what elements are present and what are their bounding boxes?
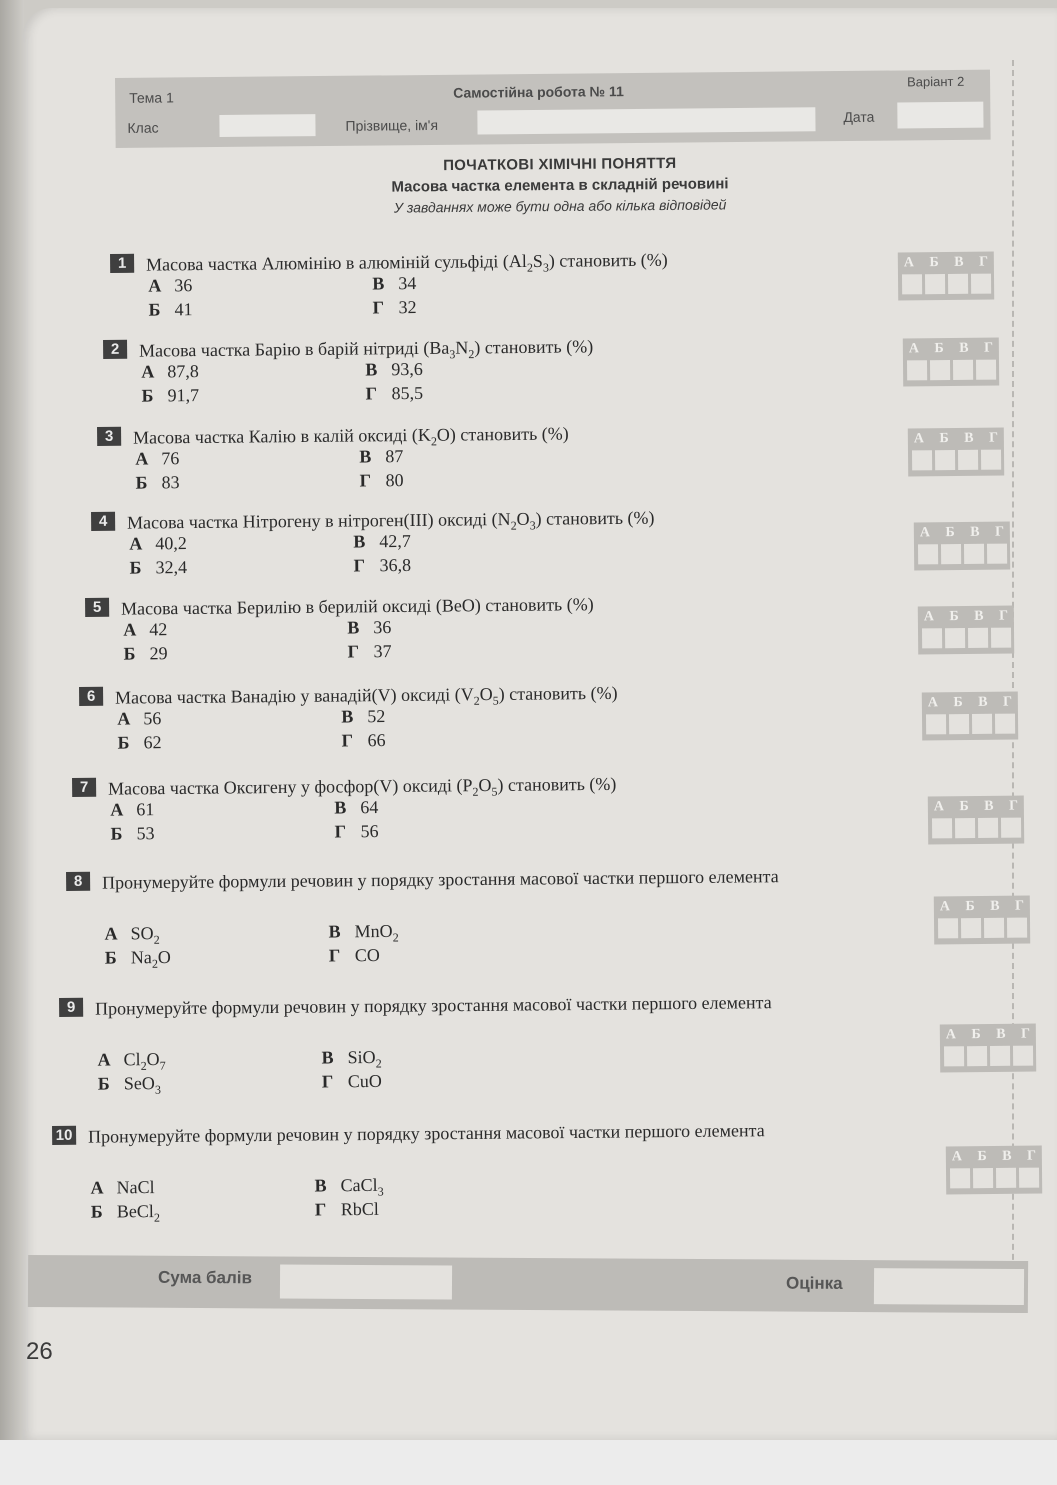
option-letter: А bbox=[129, 533, 143, 554]
option-value: $SO_2$ bbox=[130, 923, 160, 947]
work-title: Самостійна робота № 11 bbox=[453, 83, 624, 101]
option-letter: А bbox=[117, 708, 131, 729]
option-value: 62 bbox=[143, 732, 162, 753]
topic-label: Тема 1 bbox=[129, 89, 174, 106]
option-value: 85,5 bbox=[391, 382, 424, 404]
answer-grid-letters: А Б В Г bbox=[903, 254, 995, 271]
question-text: Масова частка Берилію в берилій оксиді (BeO) становить (%) bbox=[121, 594, 594, 619]
answer-cell[interactable] bbox=[918, 544, 938, 564]
option-v bbox=[329, 921, 399, 946]
answer-grid-letters: А Б В Г bbox=[927, 694, 1019, 711]
option-letter: В bbox=[347, 617, 360, 638]
option-letter: Г bbox=[341, 730, 354, 751]
option-b bbox=[135, 472, 179, 493]
question-text: Масова частка Нітрогену в нітроген(III) оксиді $(N_2O_3)$ становить (%) bbox=[127, 507, 655, 533]
answer-cell[interactable] bbox=[976, 360, 996, 380]
option-value: CO bbox=[354, 944, 380, 966]
book-edge bbox=[0, 0, 24, 1440]
option-value: 32,4 bbox=[155, 557, 188, 578]
option-g bbox=[347, 641, 391, 662]
question-number-badge: 2 bbox=[103, 340, 127, 359]
answer-grid-8 bbox=[934, 896, 1030, 945]
option-b bbox=[123, 643, 167, 664]
answer-cell[interactable] bbox=[990, 1046, 1010, 1066]
option-value: BeCl$_2$ bbox=[116, 1201, 160, 1225]
option-g bbox=[322, 1071, 382, 1093]
question-text: Масова частка Калію в калій оксиді $(K_2O)$ становить (%) bbox=[133, 423, 569, 449]
option-letter: Б bbox=[135, 472, 148, 493]
answer-cell[interactable] bbox=[972, 714, 992, 734]
option-v bbox=[347, 617, 391, 638]
option-v bbox=[372, 273, 416, 294]
option-a bbox=[148, 275, 192, 296]
option-value: 91,7 bbox=[167, 385, 200, 406]
instruction-note: У завданнях може бути одна або кілька відповідей bbox=[393, 196, 727, 216]
option-letter: А bbox=[135, 448, 149, 469]
answer-cell[interactable] bbox=[1013, 1046, 1033, 1066]
question-text: Масова частка Алюмінію в алюміній сульфіді $(Al_2S_3)$ становить (%) bbox=[146, 249, 668, 275]
answer-grid-4 bbox=[914, 522, 1010, 571]
date-label: Дата bbox=[843, 108, 875, 126]
option-value: 80 bbox=[385, 470, 404, 491]
answer-cell[interactable] bbox=[968, 628, 988, 648]
question-text: Масова частка Оксигену у фосфор(V) оксиді $(P_2O_5)$ становить (%) bbox=[108, 773, 617, 799]
header-band bbox=[115, 70, 991, 148]
option-g bbox=[365, 383, 423, 405]
question-number-badge: 5 bbox=[85, 598, 109, 617]
answer-cell[interactable] bbox=[961, 918, 981, 938]
option-value: SeO$_3$ bbox=[123, 1073, 161, 1097]
question-number-badge: 9 bbox=[59, 998, 83, 1017]
answer-cell[interactable] bbox=[981, 450, 1001, 470]
option-value: 53 bbox=[136, 823, 155, 844]
answer-grid-letters: А Б В Г bbox=[951, 1148, 1043, 1165]
option-g bbox=[341, 730, 385, 751]
option-value: 40,2 bbox=[155, 533, 187, 554]
option-letter: А bbox=[97, 1049, 111, 1070]
name-label: Прізвище, ім'я bbox=[345, 116, 439, 134]
date-field[interactable] bbox=[897, 102, 983, 129]
answer-grid-letters: А Б В Г bbox=[908, 340, 1000, 357]
option-b bbox=[141, 385, 199, 407]
option-letter: Б bbox=[129, 557, 142, 578]
option-letter: Г bbox=[314, 1199, 327, 1220]
answer-grid-6 bbox=[922, 692, 1018, 741]
option-a bbox=[98, 1049, 166, 1074]
option-a bbox=[123, 619, 167, 640]
answer-cell[interactable] bbox=[944, 1046, 964, 1066]
question-number-badge: 6 bbox=[79, 687, 103, 706]
answer-cell[interactable] bbox=[955, 818, 975, 838]
option-letter: Б bbox=[148, 299, 161, 320]
option-letter: Г bbox=[328, 945, 341, 966]
answer-cell[interactable] bbox=[945, 628, 965, 648]
class-label: Клас bbox=[127, 119, 159, 136]
question-number-badge: 10 bbox=[52, 1126, 76, 1145]
option-value: 93,6 bbox=[391, 358, 423, 380]
answer-cell[interactable] bbox=[971, 274, 991, 294]
option-v bbox=[334, 797, 378, 818]
question-number-badge: 8 bbox=[66, 872, 90, 891]
answer-grid-5 bbox=[918, 606, 1014, 655]
option-value: 36 bbox=[373, 617, 392, 638]
question-text: Пронумеруйте формули речовин у порядку зростання масової частки першого елемента bbox=[88, 1120, 765, 1147]
option-g bbox=[353, 555, 411, 577]
option-letter: Б bbox=[110, 823, 123, 844]
option-value: 87 bbox=[385, 446, 404, 467]
option-value: RbCl bbox=[340, 1198, 379, 1220]
option-letter: Г bbox=[321, 1071, 334, 1092]
question-text: Пронумеруйте формули речовин у порядку зростання масової частки першого елемента bbox=[102, 866, 779, 893]
answer-grid-3 bbox=[908, 428, 1004, 477]
option-value: 42,7 bbox=[379, 530, 411, 552]
option-g bbox=[315, 1199, 379, 1221]
option-v bbox=[322, 1047, 382, 1072]
option-letter: Б bbox=[117, 732, 130, 753]
worksheet-page bbox=[22, 8, 1057, 1440]
option-letter: А bbox=[110, 799, 124, 820]
answer-cell[interactable] bbox=[907, 360, 927, 380]
question-number-badge: 4 bbox=[91, 512, 115, 531]
option-value: 41 bbox=[174, 299, 193, 320]
option-value: NaCl bbox=[116, 1177, 155, 1198]
answer-cell[interactable] bbox=[967, 1046, 987, 1066]
option-letter: В bbox=[372, 273, 385, 294]
answer-cell[interactable] bbox=[1001, 818, 1021, 838]
answer-cell[interactable] bbox=[902, 274, 922, 294]
answer-cell[interactable] bbox=[938, 918, 958, 938]
option-value: 34 bbox=[398, 273, 417, 294]
option-g bbox=[359, 470, 403, 491]
answer-cell[interactable] bbox=[949, 714, 969, 734]
option-letter: Б bbox=[97, 1073, 110, 1094]
option-a bbox=[129, 533, 187, 555]
option-a bbox=[105, 923, 160, 948]
option-letter: В bbox=[321, 1047, 334, 1068]
option-letter: В bbox=[334, 797, 347, 818]
option-value: 36 bbox=[174, 275, 193, 296]
answer-cell[interactable] bbox=[935, 450, 955, 470]
answer-cell[interactable] bbox=[948, 274, 968, 294]
option-letter: Г bbox=[359, 470, 372, 491]
answer-cell[interactable] bbox=[925, 274, 945, 294]
option-letter: В bbox=[359, 446, 372, 467]
option-a bbox=[141, 361, 199, 383]
option-v bbox=[359, 446, 403, 467]
option-letter: В bbox=[328, 921, 341, 942]
answer-cell[interactable] bbox=[953, 360, 973, 380]
answer-cell[interactable] bbox=[958, 450, 978, 470]
option-value: 29 bbox=[149, 643, 168, 664]
footer-band bbox=[28, 1255, 1028, 1313]
option-value: 37 bbox=[373, 641, 392, 662]
option-b bbox=[117, 732, 161, 753]
main-title: ПОЧАТКОВІ ХІМІЧНІ ПОНЯТТЯ bbox=[443, 154, 677, 175]
option-value: 42 bbox=[149, 619, 168, 640]
answer-cell[interactable] bbox=[984, 918, 1004, 938]
answer-cell[interactable] bbox=[1007, 918, 1027, 938]
option-value: CuO bbox=[347, 1070, 382, 1092]
name-field[interactable] bbox=[477, 107, 815, 134]
answer-grid-letters: А Б В Г bbox=[923, 608, 1015, 625]
answer-cell[interactable] bbox=[987, 544, 1007, 564]
answer-cell[interactable] bbox=[926, 714, 946, 734]
option-value: 61 bbox=[136, 799, 155, 820]
option-letter: Б bbox=[123, 643, 136, 664]
answer-cell[interactable] bbox=[964, 544, 984, 564]
answer-grid-letters: А Б В Г bbox=[939, 898, 1031, 915]
answer-grid-10 bbox=[946, 1146, 1042, 1195]
grade-field[interactable] bbox=[874, 1268, 1024, 1305]
option-value: 56 bbox=[143, 708, 162, 729]
variant-label: Варіант 2 bbox=[907, 73, 965, 90]
answer-grid-letters: А Б В Г bbox=[933, 798, 1025, 815]
option-value: SiO$_2$ bbox=[347, 1046, 382, 1071]
option-letter: Б bbox=[141, 385, 154, 406]
option-value: 32 bbox=[398, 297, 417, 318]
question-number-badge: 1 bbox=[110, 254, 134, 273]
option-value: MnO$_2$ bbox=[354, 920, 399, 945]
option-letter: А bbox=[148, 275, 162, 296]
question-text: Пронумеруйте формули речовин у порядку зростання масової частки першого елемента bbox=[95, 992, 772, 1019]
option-g bbox=[372, 297, 416, 318]
question-number-badge: 3 bbox=[97, 427, 121, 446]
option-value: 83 bbox=[161, 472, 180, 493]
question-number-badge: 7 bbox=[72, 778, 96, 797]
option-value: 87,8 bbox=[167, 361, 199, 382]
option-value: $Na_2O$ bbox=[130, 946, 171, 971]
option-letter: В bbox=[365, 359, 378, 380]
answer-cell[interactable] bbox=[932, 818, 952, 838]
option-b bbox=[148, 299, 192, 320]
title-block bbox=[280, 153, 841, 216]
option-v bbox=[315, 1175, 384, 1200]
answer-cell[interactable] bbox=[1019, 1168, 1039, 1188]
option-b bbox=[98, 1073, 161, 1098]
option-letter: Г bbox=[334, 821, 347, 842]
option-g bbox=[334, 821, 378, 842]
answer-cell[interactable] bbox=[973, 1168, 993, 1188]
answer-cell[interactable] bbox=[996, 1168, 1016, 1188]
option-a bbox=[135, 448, 179, 469]
answer-grid-letters: А Б В Г bbox=[945, 1026, 1037, 1043]
option-value: $Cl_2O_7$ bbox=[123, 1049, 166, 1073]
answer-grid-9 bbox=[940, 1024, 1036, 1073]
question-text: Масова частка Ванадію у ванадій(V) оксиді $(V_2O_5)$ становить (%) bbox=[115, 682, 618, 708]
option-b bbox=[91, 1201, 160, 1226]
option-value: 66 bbox=[367, 730, 386, 751]
option-a bbox=[110, 799, 154, 820]
option-b bbox=[105, 947, 171, 972]
answer-cell[interactable] bbox=[922, 628, 942, 648]
answer-cell[interactable] bbox=[978, 818, 998, 838]
option-letter: Г bbox=[372, 297, 385, 318]
option-letter: А bbox=[104, 923, 118, 944]
option-b bbox=[129, 557, 187, 579]
answer-cell[interactable] bbox=[941, 544, 961, 564]
option-a bbox=[117, 708, 161, 729]
option-value: 64 bbox=[360, 797, 379, 818]
answer-cell[interactable] bbox=[995, 714, 1015, 734]
score-field[interactable] bbox=[280, 1264, 452, 1299]
page-number: 26 bbox=[26, 1338, 53, 1365]
option-value: 76 bbox=[161, 448, 180, 469]
option-letter: А bbox=[123, 619, 137, 640]
question-text: Масова частка Барію в барій нітриді $(Ba_3N_2)$ становить (%) bbox=[139, 336, 594, 362]
class-field[interactable] bbox=[219, 114, 315, 137]
option-letter: Б bbox=[90, 1201, 103, 1222]
option-letter: В bbox=[314, 1175, 327, 1196]
option-value: CaCl$_3$ bbox=[340, 1174, 384, 1199]
option-letter: Г bbox=[353, 555, 366, 576]
answer-grid-7 bbox=[928, 796, 1024, 845]
grade-label: Оцінка bbox=[785, 1273, 843, 1293]
answer-cell[interactable] bbox=[991, 628, 1011, 648]
option-value: 36,8 bbox=[379, 554, 412, 576]
option-letter: Г bbox=[365, 383, 378, 404]
option-v bbox=[365, 359, 423, 381]
cut-line bbox=[1012, 60, 1014, 1290]
option-letter: В bbox=[341, 706, 354, 727]
sub-title: Масова частка елемента в складній речовині bbox=[391, 175, 729, 196]
answer-cell[interactable] bbox=[950, 1168, 970, 1188]
option-letter: Г bbox=[347, 641, 360, 662]
option-letter: А bbox=[90, 1177, 104, 1198]
option-a bbox=[91, 1177, 155, 1199]
option-value: 56 bbox=[360, 821, 379, 842]
option-letter: Б bbox=[104, 947, 117, 968]
option-letter: В bbox=[353, 531, 366, 552]
option-value: 52 bbox=[367, 706, 386, 727]
option-b bbox=[110, 823, 154, 844]
option-letter: А bbox=[141, 361, 155, 382]
answer-grid-letters: А Б В Г bbox=[913, 430, 1005, 447]
answer-grid-2 bbox=[903, 338, 999, 387]
answer-cell[interactable] bbox=[930, 360, 950, 380]
answer-grid-letters: А Б В Г bbox=[919, 524, 1011, 541]
option-v bbox=[353, 531, 411, 553]
score-label: Сума балів bbox=[157, 1267, 253, 1288]
answer-grid-1 bbox=[898, 252, 994, 301]
option-g bbox=[329, 945, 380, 966]
option-v bbox=[341, 706, 385, 727]
answer-cell[interactable] bbox=[912, 450, 932, 470]
